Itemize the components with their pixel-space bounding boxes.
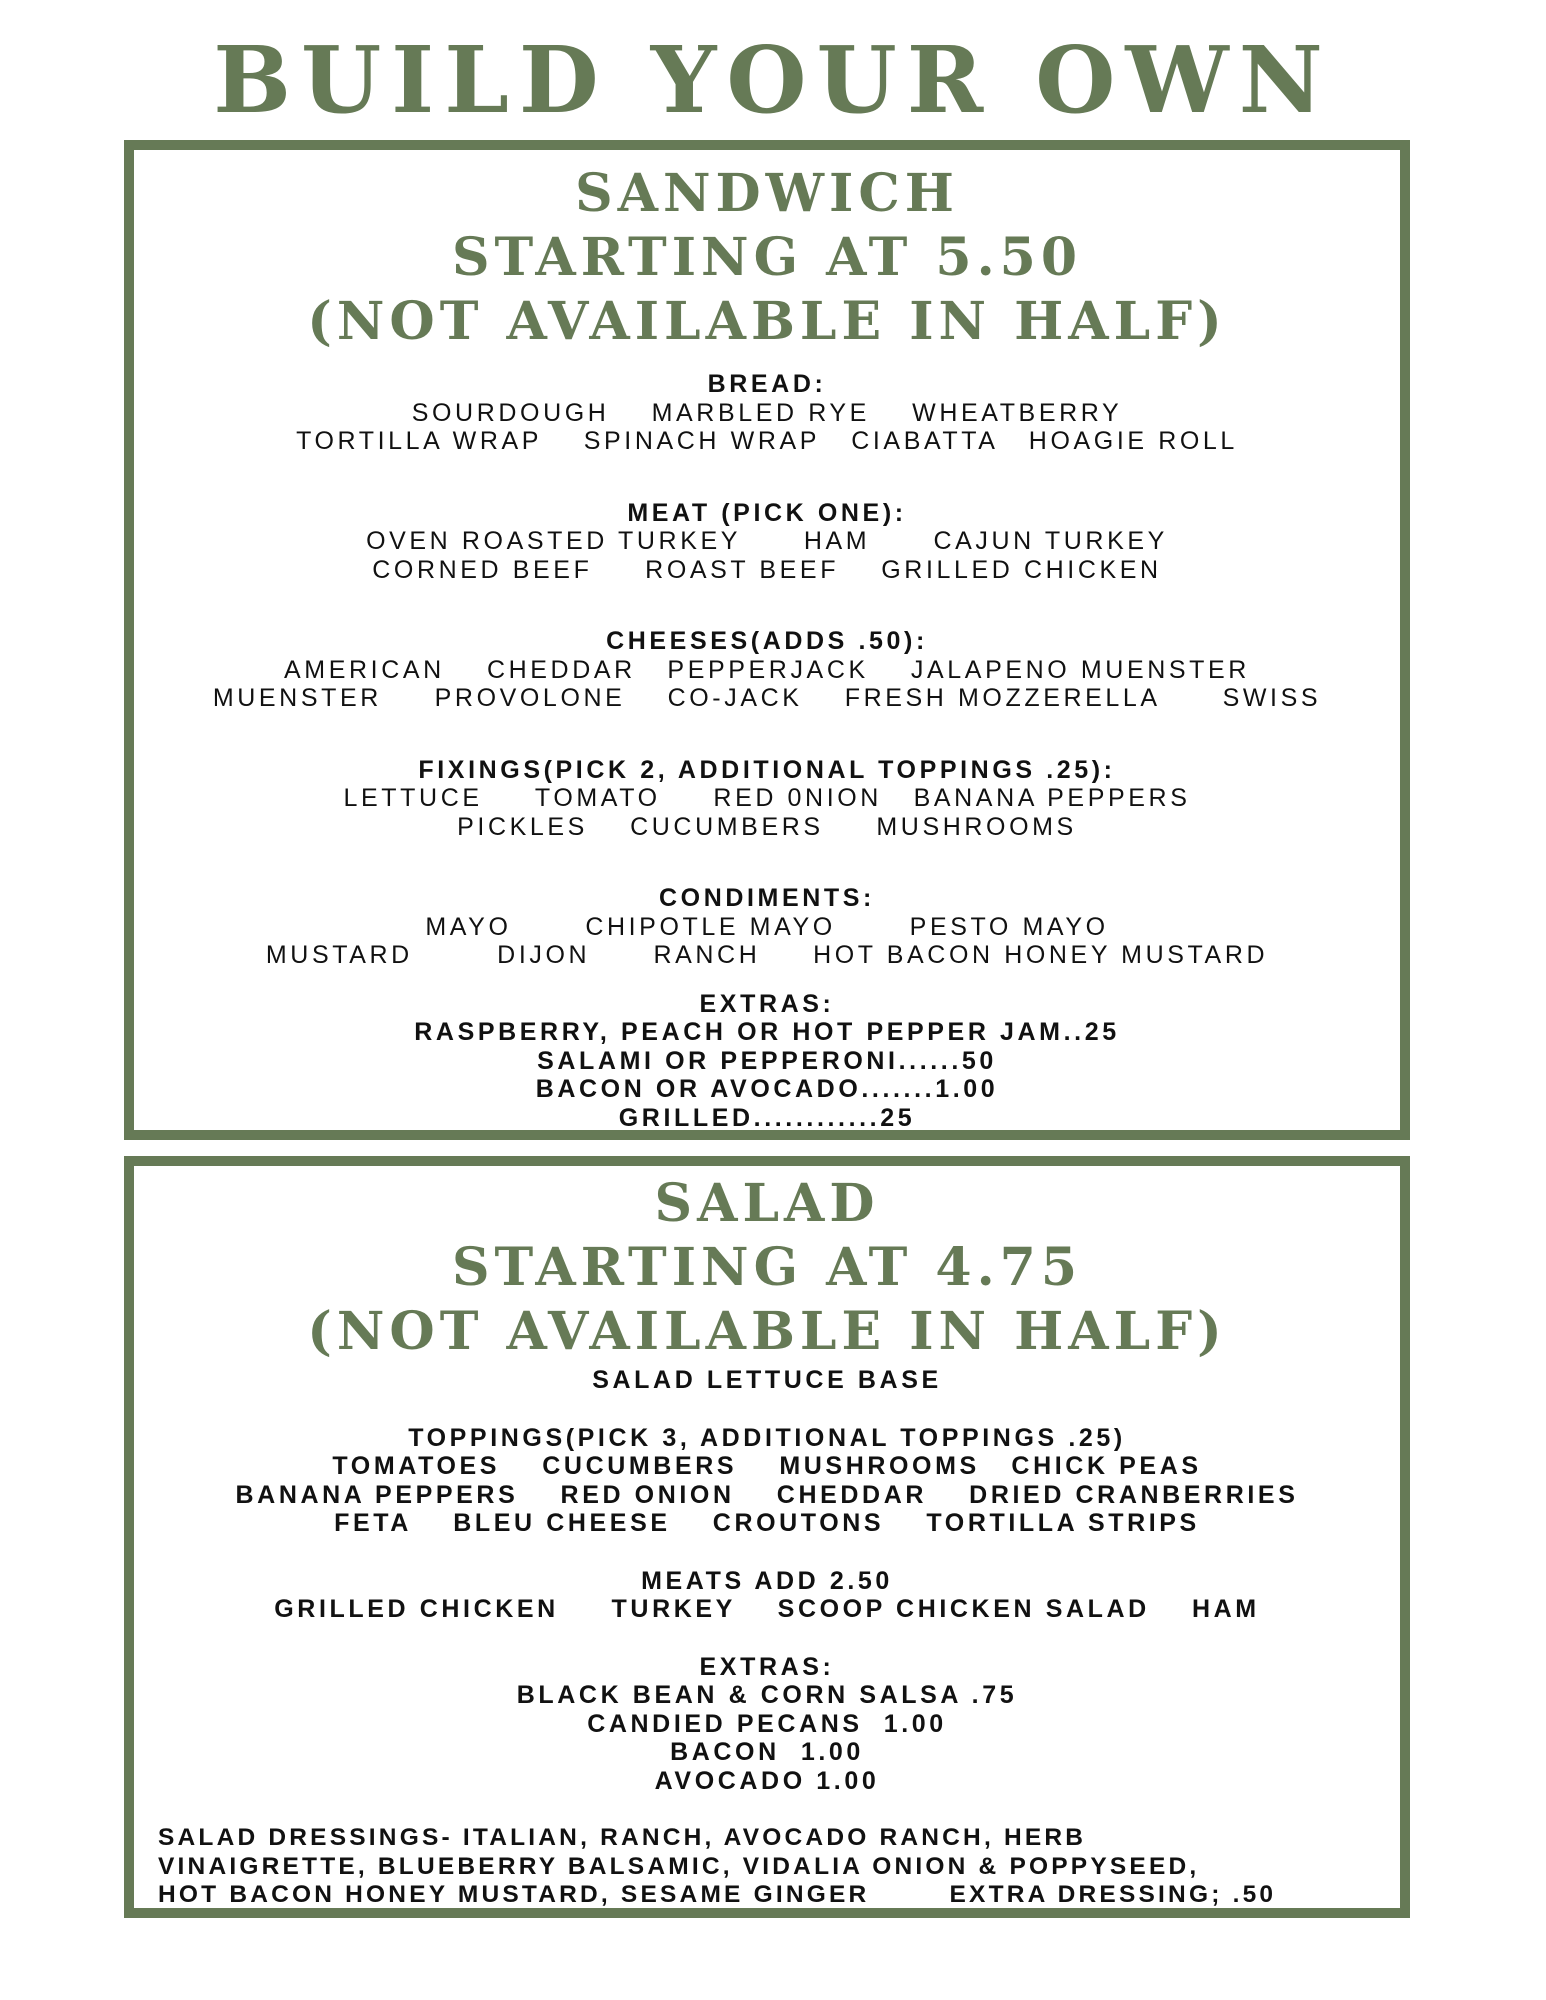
sandwich-heading-line: (NOT AVAILABLE IN HALF) (307, 291, 1227, 352)
page-title: BUILD YOUR OWN (213, 26, 1333, 134)
fixings-options: PICKLES CUCUMBERS MUSHROOMS (457, 812, 1077, 841)
condiments-label: CONDIMENTS: (659, 884, 875, 912)
salad-extra-item: BACON 1.00 (670, 1738, 864, 1766)
condiments-options: MUSTARD DIJON RANCH HOT BACON HONEY MUSTARD (265, 941, 1269, 969)
cheese-label: CHEESES(ADDS .50): (606, 627, 928, 655)
salad-dressings (134, 1824, 1400, 1910)
cheese-options: AMERICAN CHEDDAR PEPPERJACK JALAPENO MUENSTER (284, 655, 1250, 684)
salad-heading-line: SALAD (654, 1173, 880, 1234)
sandwich-menu (134, 370, 1400, 1132)
bread-label: BREAD: (707, 370, 827, 398)
sandwich-heading-line: SANDWICH (575, 163, 959, 224)
bread-options: TORTILLA WRAP SPINACH WRAP CIABATTA HOAGIE ROLL (296, 427, 1238, 455)
salad-heading (134, 1172, 1400, 1364)
sandwich-extra-item: BACON OR AVOCADO.......1.00 (535, 1075, 999, 1103)
meat-label: MEAT (PICK ONE): (627, 498, 907, 527)
salad-dressings-line: VINAIGRETTE, BLUEBERRY BALSAMIC, VIDALIA ONION & POPPYSEED, (158, 1852, 1200, 1880)
meat-options: OVEN ROASTED TURKEY HAM CAJUN TURKEY (366, 527, 1168, 555)
salad-extra-item: CANDIED PECANS 1.00 (587, 1709, 947, 1738)
salad-extra-item: BLACK BEAN & CORN SALSA .75 (516, 1681, 1018, 1709)
toppings-options: FETA BLEU CHEESE CROUTONS TORTILLA STRIPS (334, 1509, 1200, 1537)
salad-dressings-line: HOT BACON HONEY MUSTARD, SESAME GINGER EXTRA DRESSING; .50 (158, 1881, 1277, 1908)
salad-extras-label: EXTRAS: (699, 1652, 835, 1681)
cheese-options: MUENSTER PROVOLONE CO-JACK FRESH MOZZERELLA SWISS (212, 684, 1322, 712)
meat-options: CORNED BEEF ROAST BEEF GRILLED CHICKEN (372, 555, 1162, 584)
salad-heading-line: (NOT AVAILABLE IN HALF) (307, 1301, 1227, 1362)
fixings-label: FIXINGS(PICK 2, ADDITIONAL TOPPINGS .25): (418, 755, 1116, 784)
sandwich-extra-item: SALAMI OR PEPPERONI......50 (537, 1046, 997, 1075)
sandwich-extra-item: GRILLED............25 (618, 1103, 916, 1132)
salad-meats-label: MEATS ADD 2.50 (641, 1566, 893, 1595)
salad-dressings-line: SALAD DRESSINGS- ITALIAN, RANCH, AVOCADO RANCH, HERB (158, 1824, 1087, 1851)
toppings-options: TOMATOES CUCUMBERS MUSHROOMS CHICK PEAS (332, 1452, 1202, 1480)
sandwich-section (124, 140, 1410, 1140)
sandwich-heading (134, 162, 1400, 354)
fixings-options: LETTUCE TOMATO RED 0NION BANANA PEPPERS (343, 784, 1191, 812)
salad-section (124, 1156, 1410, 1918)
condiments-options: MAYO CHIPOTLE MAYO PESTO MAYO (425, 912, 1109, 941)
sandwich-heading-line: STARTING AT 5.50 (451, 227, 1083, 288)
sandwich-extras-label: EXTRAS: (699, 989, 835, 1018)
salad-extra-item: AVOCADO 1.00 (654, 1766, 880, 1795)
toppings-label: TOPPINGS(PICK 3, ADDITIONAL TOPPINGS .25) (408, 1423, 1126, 1452)
salad-base-label: SALAD LETTUCE BASE (592, 1366, 942, 1394)
salad-meats-options: GRILLED CHICKEN TURKEY SCOOP CHICKEN SALAD HAM (274, 1595, 1260, 1623)
sandwich-extra-item: RASPBERRY, PEACH OR HOT PEPPER JAM..25 (414, 1018, 1120, 1046)
bread-options: SOURDOUGH MARBLED RYE WHEATBERRY (411, 398, 1123, 427)
salad-heading-line: STARTING AT 4.75 (451, 1237, 1083, 1298)
salad-menu (134, 1366, 1400, 1910)
toppings-options: BANANA PEPPERS RED ONION CHEDDAR DRIED CRANBERRIES (235, 1480, 1299, 1509)
